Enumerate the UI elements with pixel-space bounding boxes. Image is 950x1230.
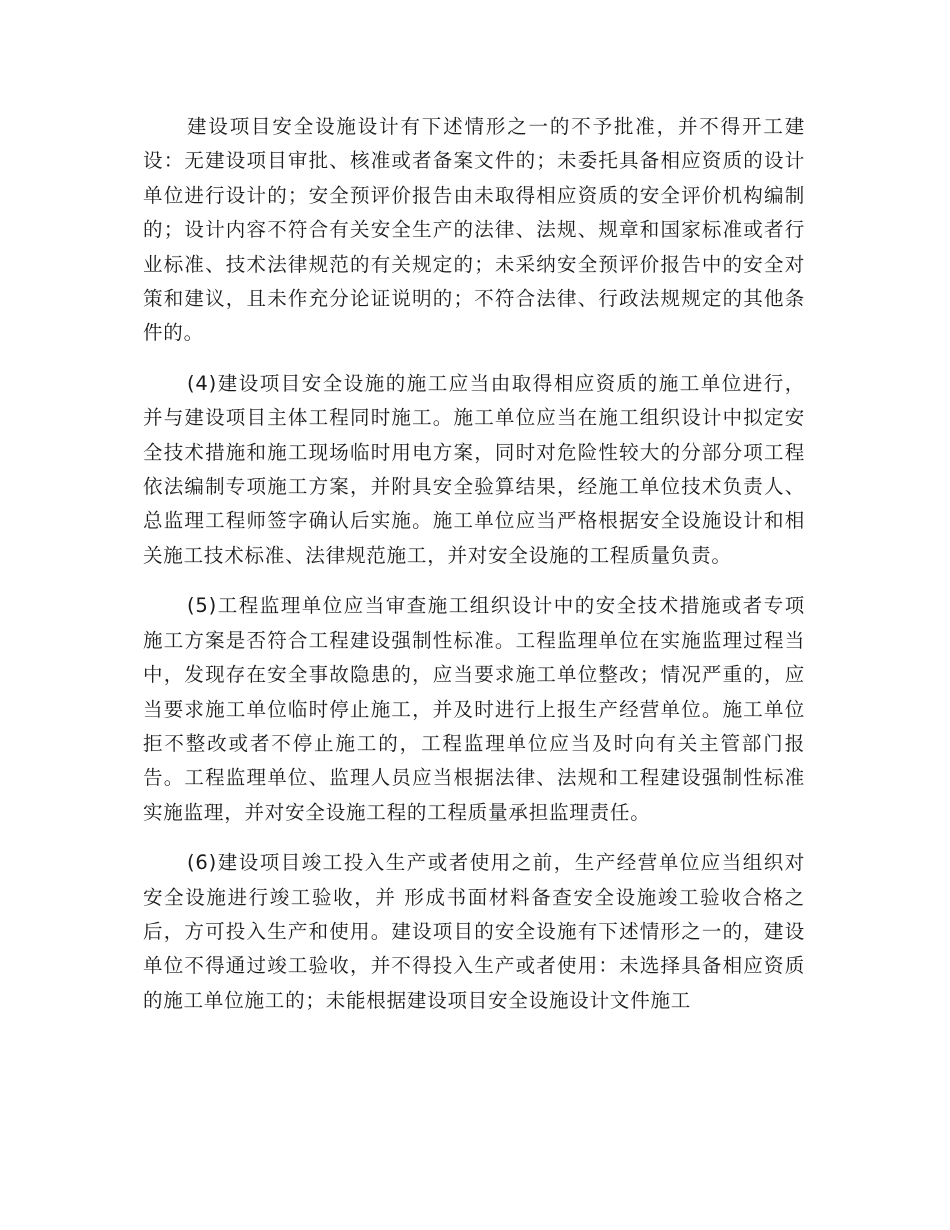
- document-body: [143, 110, 805, 1018]
- paragraph-supervision: (5)工程监理单位应当审查施工组织设计中的安全技术措施或者专项施工方案是否符合工程建设强制性标准。工程监理单位在实施监理过程当中，发现存在安全事故隐患的，应当要求施工单位整改；情况严重的，应当要求施工单位临时停止施工，并及时进行上报生产经营单位。施工单位拒不整改或者不停止施工的，工程监理单位应当及时向有关主管部门报告。工程监理单位、监理人员应当根据法律、法规和工程建设强制性标准实施监理，并对安全设施工程的工程质量承担监理责任。: [143, 594, 805, 824]
- paragraph-design-approval: 建设项目安全设施设计有下述情形之一的不予批准，并不得开工建设：无建设项目审批、核准或者备案文件的；未委托具备相应资质的设计单位进行设计的；安全预评价报告由未取得相应资质的安全评价机构编制的；设计内容不符合有关安全生产的法律、法规、规章和国家标准或者行业标准、技术法律规范的有关规定的；未采纳安全预评价报告中的安全对策和建议，且未作充分论证说明的；不符合法律、行政法规规定的其他条件的。: [143, 115, 805, 345]
- paragraph-acceptance: (6)建设项目竣工投入生产或者使用之前，生产经营单位应当组织对安全设施进行竣工验收，并 形成书面材料备查安全设施竣工验收合格之后，方可投入生产和使用。建设项目的安全设施有下述情形之一的，建设单位不得通过竣工验收，并不得投入生产或者使用：未选择具备相应资质的施工单位施工的；未能根据建设项目安全设施设计文件施工: [143, 851, 805, 1012]
- paragraph-construction: (4)建设项目安全设施的施工应当由取得相应资质的施工单位进行，并与建设项目主体工程同时施工。施工单位应当在施工组织设计中拟定安全技术措施和施工现场临时用电方案，同时对危险性较大的分部分项工程依法编制专项施工方案，并附具安全验算结果，经施工单位技术负责人、总监理工程师签字确认后实施。施工单位应当严格根据安全设施设计和相关施工技术标准、法律规范施工，并对安全设施的工程质量负责。: [143, 371, 805, 567]
